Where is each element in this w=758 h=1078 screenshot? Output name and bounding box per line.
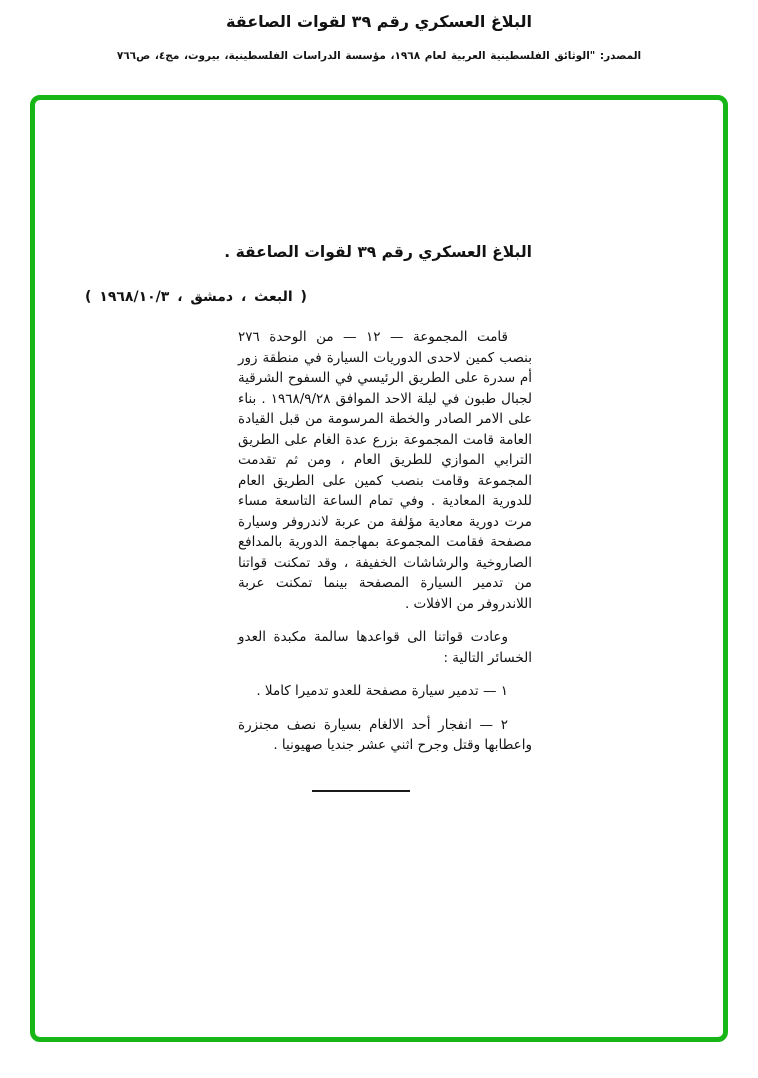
document-paragraph: وعادت قواتنا الى قواعدها سالمة مكبدة العدو الخسائر التالية : xyxy=(238,629,532,666)
document-body xyxy=(238,327,532,769)
document-paragraph: قامت المجموعة — ١٢ — من الوحدة ٢٧٦ بنصب كمين لاحدى الدوريات السيارة في منطقة زور أم سدرة على الطريق الرئيسي في السفوح الشرقية لجبال طبون في ليلة الاحد الموافق ١٩٦٨/٩/٢٨ . بناء على الامر الصادر والخطة المرسومة من قبل القيادة العامة قامت المجموعة بزرع عدة الغام على الطريق الترابي الموازي للطريق العام ، ومن ثم تقدمت المجموعة وقامت بنصب كمين على الطريق العام للدورية المعادية . وفي تمام الساعة التاسعة مساء مرت دورية معادية مؤلفة من عربة لاندروفر وسيارة مصفحة فقامت المجموعة بمهاجمة الدورية بالمدافع الصاروخية والرشاشات الخفيفة ، وقد تمكنت قواتنا من تدمير السيارة المصفحة بينما تمكنت عربة اللاندروفر من الافلات . xyxy=(238,329,532,612)
document-title: البلاغ العسكري رقم ٣٩ لقوات الصاعقة . xyxy=(224,243,532,261)
casualty-list-item: ٢ — انفجار أحد الالغام بسيارة نصف مجنزرة واعطابها وقتل وجرح اثني عشر جنديا صهيونيا . xyxy=(238,716,532,753)
header-title: البلاغ العسكري رقم ٣٩ لقوات الصاعقة xyxy=(226,12,532,31)
document-scan-frame xyxy=(30,95,728,1042)
casualty-list-item: ١ — تدمير سيارة مصفحة للعدو تدميرا كاملا . xyxy=(256,683,508,699)
document xyxy=(35,100,723,1037)
end-divider xyxy=(312,790,410,792)
document-dateline: ( البعث ، دمشق ، ١٩٦٨/١٠/٣ ) xyxy=(85,289,307,305)
header-source-citation: المصدر: "الوثائق الفلسطينية العربية لعام ١٩٦٨، مؤسسة الدراسات الفلسطينية، بيروت، مج٤، ص٧٦٦ xyxy=(116,50,642,62)
